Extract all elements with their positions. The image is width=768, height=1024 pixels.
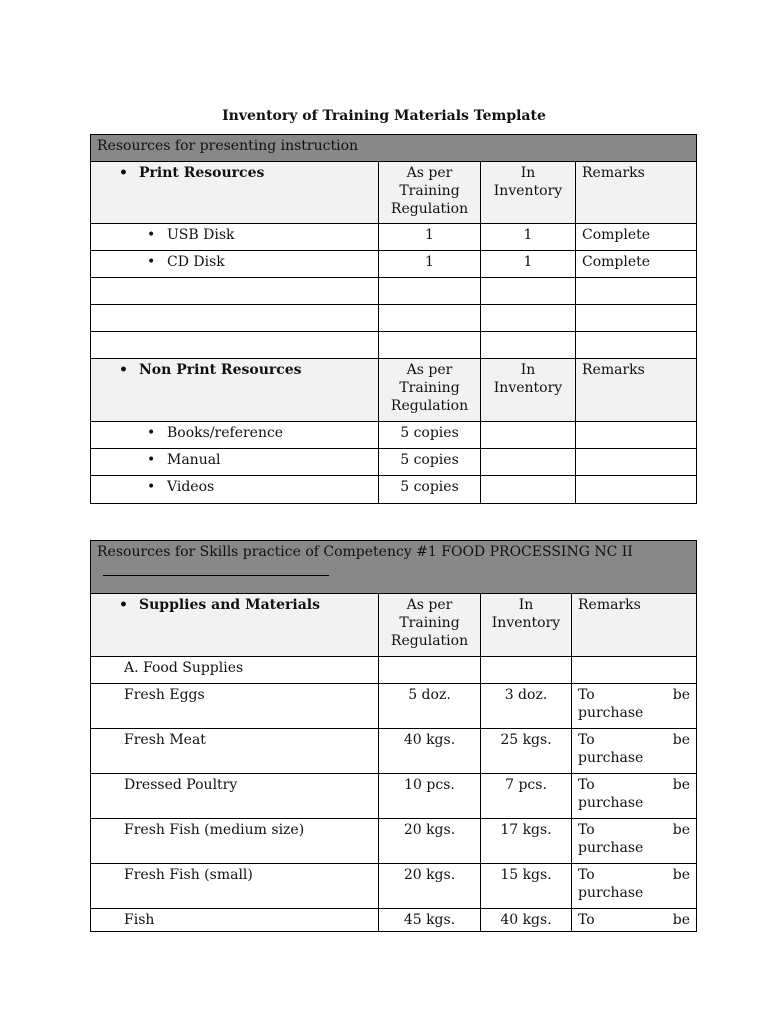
empty-row: [91, 278, 697, 305]
hdr-line: Inventory: [493, 380, 563, 396]
as-per-cell: 1: [379, 224, 481, 251]
food-supplies-subheading: A. Food Supplies: [91, 657, 379, 684]
table-row: [91, 422, 697, 449]
remarks-cell: [576, 476, 697, 504]
in-inventory-cell: [481, 422, 576, 449]
empty-cell: [379, 305, 481, 332]
remark-word: purchase: [578, 840, 644, 856]
as-per-header: [379, 594, 481, 657]
blank-line: [103, 561, 329, 576]
item-label: Books/reference: [167, 425, 284, 441]
supplies-heading: [91, 594, 379, 657]
hdr-line: In: [518, 597, 534, 613]
section-band-row: [91, 135, 697, 162]
hdr-line: Regulation: [390, 398, 469, 414]
bullet-icon: •: [147, 479, 156, 495]
item-name: Fresh Eggs: [91, 684, 379, 729]
heading-label: Print Resources: [139, 165, 265, 181]
in-inventory-cell: 3 doz.: [481, 684, 572, 729]
remarks-cell: [572, 684, 697, 729]
section-band: Resources for presenting instruction: [91, 135, 697, 162]
section-band-row: [91, 541, 697, 594]
remarks-header: Remarks: [576, 162, 697, 224]
hdr-line: As per: [406, 165, 453, 181]
hdr-line: Training: [399, 615, 460, 631]
bullet-icon: •: [147, 425, 156, 441]
remark-word: To: [578, 777, 595, 793]
remark-word: be: [672, 777, 690, 793]
heading-label: Supplies and Materials: [139, 597, 320, 613]
empty-row: [91, 332, 697, 359]
remark-word: purchase: [578, 885, 644, 901]
remark-line: [578, 731, 690, 749]
bullet-icon: •: [147, 452, 156, 468]
empty-cell: [91, 305, 379, 332]
remarks-cell: [576, 422, 697, 449]
empty-cell: [481, 305, 576, 332]
as-per-cell: 5 copies: [379, 422, 481, 449]
empty-cell: [379, 278, 481, 305]
bullet-icon: •: [119, 362, 128, 378]
print-header-row: [91, 162, 697, 224]
remarks-cell: Complete: [576, 224, 697, 251]
remark-word: To: [578, 912, 595, 928]
item-name: [91, 476, 379, 504]
as-per-cell: 5 copies: [379, 449, 481, 476]
remarks-cell: [576, 449, 697, 476]
in-inventory-cell: 25 kgs.: [481, 729, 572, 774]
hdr-line: As per: [406, 597, 453, 613]
remarks-header: Remarks: [572, 594, 697, 657]
remark-line: [578, 686, 690, 704]
remarks-cell: [572, 819, 697, 864]
remark-word: be: [672, 822, 690, 838]
in-inventory-cell: 40 kgs.: [481, 909, 572, 932]
remark-line: [578, 911, 690, 929]
remark-word: be: [672, 687, 690, 703]
as-per-cell: 40 kgs.: [379, 729, 481, 774]
remark-word: be: [672, 867, 690, 883]
empty-cell: [91, 278, 379, 305]
as-per-cell: 20 kgs.: [379, 864, 481, 909]
empty-cell: [379, 657, 481, 684]
item-name: Fish: [91, 909, 379, 932]
empty-cell: [576, 278, 697, 305]
table-row: [91, 251, 697, 278]
table-row: [91, 476, 697, 504]
as-per-cell: 5 copies: [379, 476, 481, 504]
remark-word: purchase: [578, 705, 644, 721]
remarks-cell: [572, 729, 697, 774]
remark-word: be: [672, 912, 690, 928]
empty-cell: [481, 278, 576, 305]
empty-cell: [572, 657, 697, 684]
item-name: [91, 224, 379, 251]
table-row: [91, 774, 697, 819]
remark-word: purchase: [578, 750, 644, 766]
remarks-header: Remarks: [576, 359, 697, 422]
item-name: Fresh Meat: [91, 729, 379, 774]
hdr-line: Training: [399, 380, 460, 396]
table-row: [91, 224, 697, 251]
hdr-line: In: [520, 165, 536, 181]
table-row: [91, 909, 697, 932]
hdr-line: Inventory: [493, 183, 563, 199]
remarks-cell: Complete: [576, 251, 697, 278]
in-inventory-cell: 17 kgs.: [481, 819, 572, 864]
hdr-line: Regulation: [390, 633, 469, 649]
remark-word: To: [578, 687, 595, 703]
band-label: Resources for Skills practice of Competency #1 FOOD PROCESSING NC II: [97, 544, 633, 560]
remark-line: [578, 866, 690, 884]
as-per-cell: 5 doz.: [379, 684, 481, 729]
table-row: [91, 864, 697, 909]
as-per-header: [379, 359, 481, 422]
as-per-cell: 10 pcs.: [379, 774, 481, 819]
empty-cell: [481, 657, 572, 684]
empty-cell: [481, 332, 576, 359]
table-row: [91, 729, 697, 774]
remark-word: To: [578, 822, 595, 838]
hdr-line: Regulation: [390, 201, 469, 217]
in-inventory-header: [481, 162, 576, 224]
hdr-line: Inventory: [491, 615, 561, 631]
remarks-cell: [572, 774, 697, 819]
print-resources-heading: [91, 162, 379, 224]
table-row: [91, 449, 697, 476]
hdr-line: In: [520, 362, 536, 378]
empty-cell: [576, 305, 697, 332]
bullet-icon: •: [119, 165, 128, 181]
empty-row: [91, 305, 697, 332]
item-name: Fresh Fish (small): [91, 864, 379, 909]
remark-word: be: [672, 732, 690, 748]
skills-practice-table: [90, 540, 697, 932]
supplies-header-row: [91, 594, 697, 657]
item-name: [91, 251, 379, 278]
in-inventory-header: [481, 594, 572, 657]
bullet-icon: •: [147, 254, 156, 270]
remarks-cell: [572, 909, 697, 932]
item-label: Manual: [167, 452, 221, 468]
presenting-instruction-table: [90, 134, 697, 504]
remark-line: [578, 776, 690, 794]
in-inventory-cell: 7 pcs.: [481, 774, 572, 819]
item-label: Videos: [167, 479, 215, 495]
remark-word: To: [578, 732, 595, 748]
in-inventory-cell: 1: [481, 251, 576, 278]
as-per-cell: 45 kgs.: [379, 909, 481, 932]
empty-cell: [576, 332, 697, 359]
in-inventory-header: [481, 359, 576, 422]
item-name: Dressed Poultry: [91, 774, 379, 819]
table-row: [91, 684, 697, 729]
nonprint-resources-heading: [91, 359, 379, 422]
remark-word: To: [578, 867, 595, 883]
item-name: [91, 422, 379, 449]
as-per-cell: 20 kgs.: [379, 819, 481, 864]
heading-label: Non Print Resources: [139, 362, 302, 378]
bullet-icon: •: [147, 227, 156, 243]
hdr-line: Training: [399, 183, 460, 199]
remark-word: purchase: [578, 795, 644, 811]
nonprint-header-row: [91, 359, 697, 422]
in-inventory-cell: 1: [481, 224, 576, 251]
remark-line: [578, 821, 690, 839]
item-name: Fresh Fish (medium size): [91, 819, 379, 864]
in-inventory-cell: 15 kgs.: [481, 864, 572, 909]
item-name: [91, 449, 379, 476]
empty-cell: [91, 332, 379, 359]
bullet-icon: •: [119, 597, 128, 613]
table-row: [91, 819, 697, 864]
item-label: USB Disk: [167, 227, 235, 243]
as-per-header: [379, 162, 481, 224]
empty-cell: [379, 332, 481, 359]
subheading-row: [91, 657, 697, 684]
as-per-cell: 1: [379, 251, 481, 278]
document-title: Inventory of Training Materials Template: [222, 108, 546, 124]
item-label: CD Disk: [167, 254, 225, 270]
in-inventory-cell: [481, 449, 576, 476]
hdr-line: As per: [406, 362, 453, 378]
in-inventory-cell: [481, 476, 576, 504]
remarks-cell: [572, 864, 697, 909]
section-band: [91, 541, 697, 594]
